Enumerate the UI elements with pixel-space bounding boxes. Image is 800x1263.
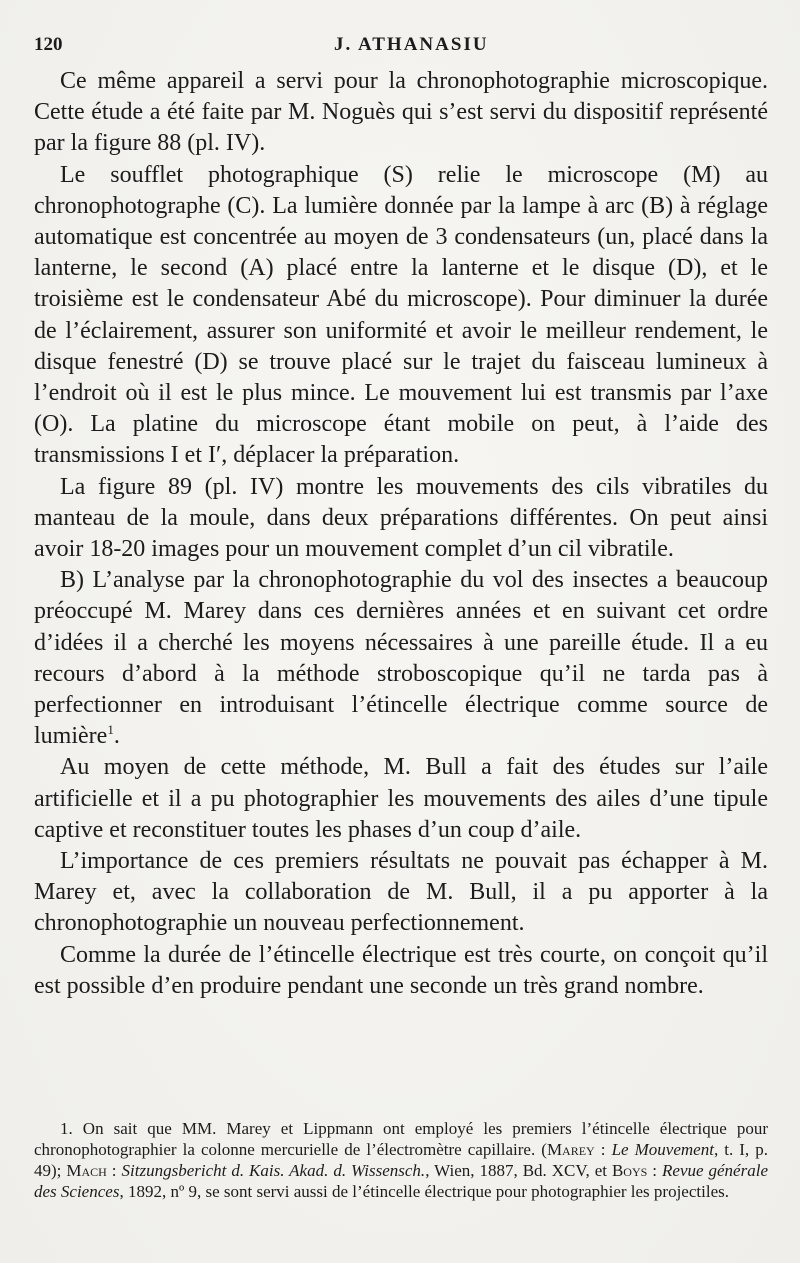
page-header xyxy=(34,34,766,58)
footnote-author-boys: Boys xyxy=(611,1161,648,1180)
body-text xyxy=(34,66,768,1002)
paragraph-2: Le soufflet photographique (S) relie le microscope (M) au chronophotographe (C). La lumière donnée par la lampe à arc (B) à réglage automatique est concentrée au moyen de 3 condensateurs (un, placé dans la lanterne, le second (A) placé entre la lanterne et le disque (D), et le troisième est le condensateur Abé du microscope). Pour diminuer la durée de l’éclairement, assurer son uniformité et avoir le meilleur rendement, le disque fenestré (D) se trouve placé sur le trajet du faisceau lumineux à l’endroit où il est le plus mince. Le mouvement lui est transmis par l’axe (O). La platine du microscope étant mobile on peut, à l’aide des transmissions I et I′, déplacer la préparation. xyxy=(34,161,768,469)
footnote-title-boys: Revue générale des Sciences xyxy=(34,1161,768,1201)
footnote-text-3: , t. I, p. 49); xyxy=(34,1140,768,1180)
footnote-text-7: , 1892, nº 9, se sont servi aussi de l’étincelle électrique pour photographier les projectiles. xyxy=(119,1182,729,1201)
footnote-text-4: : xyxy=(106,1161,122,1180)
paragraph-4-text: B) L’analyse par la chronophotographie du vol des insectes a beaucoup préoccupé M. Marey dans ces dernières années et en suivant cet ordre d’idées il a cherché les moyens nécessaires à une pareille étude. Il a eu recours d’abord à la méthode stroboscopique qu’il ne tarda pas à perfectionner en introduisant l’étincelle électrique comme source de lumière xyxy=(34,567,768,750)
footnote-text-2: : xyxy=(594,1140,612,1159)
footnote-title-mach: Sitzungsbericht d. Kais. Akad. d. Wissensch. xyxy=(121,1161,426,1180)
footnote-author-mach: Mach xyxy=(66,1161,107,1180)
footnote-number: 1. xyxy=(60,1119,73,1138)
footnote-author-marey: Marey xyxy=(546,1140,595,1159)
footnote-text-5: , Wien, 1887, Bd. XCV, et xyxy=(425,1161,612,1180)
running-head: J. ATHANASIU xyxy=(334,34,489,55)
footnote xyxy=(34,1118,768,1202)
footnote-text-6: : xyxy=(647,1161,663,1180)
paragraph-7: Comme la durée de l’étincelle électrique est très courte, on conçoit qu’il est possible d’en produire pendant une seconde un très grand nombre. xyxy=(34,941,768,999)
paragraph-1: Ce même appareil a servi pour la chronophotographie microscopique. Cette étude a été faite par M. Noguès qui s’est servi du dispositif représenté par la figure 88 (pl. IV). xyxy=(34,68,768,157)
paragraph-5: Au moyen de cette méthode, M. Bull a fait des études sur l’aile artificielle et il a pu photographier les mouvements des ailes d’une tipule captive et reconstituer toutes les phases d’un coup d’aile. xyxy=(34,754,768,843)
paragraph-3: La figure 89 (pl. IV) montre les mouvements des cils vibratiles du manteau de la moule, dans deux préparations différentes. On peut ainsi avoir 18-20 images pour un mouvement complet d’un cil vibratile. xyxy=(34,473,768,563)
paragraph-4: B) L’analyse par la chronophotographie du vol des insectes a beaucoup préoccupé M. Marey dans ces dernières années et en suivant cet ordre d’idées il a cherché les moyens nécessaires à une pareille étude. Il a eu recours d’abord à la méthode stroboscopique qu’il ne tarda pas à perfectionner en introduisant l’étincelle électrique comme source de lumière$^1$. xyxy=(34,567,768,750)
paragraph-6: L’importance de ces premiers résultats ne pouvait pas échapper à M. Marey et, avec la collaboration de M. Bull, il a pu apporter à la chronophotographie un nouveau perfectionnement. xyxy=(34,848,768,937)
footnote-title-marey: Le Mouvement xyxy=(611,1140,714,1159)
page-number: 120 xyxy=(34,34,63,55)
footnote-marker: 1 xyxy=(107,722,114,738)
footnote-text-1: On sait que MM. Marey et Lippmann ont employé les premiers l’étincelle électrique pour chronophotographier la colonne mercurielle de l’électromètre capillaire. ( xyxy=(34,1119,768,1159)
